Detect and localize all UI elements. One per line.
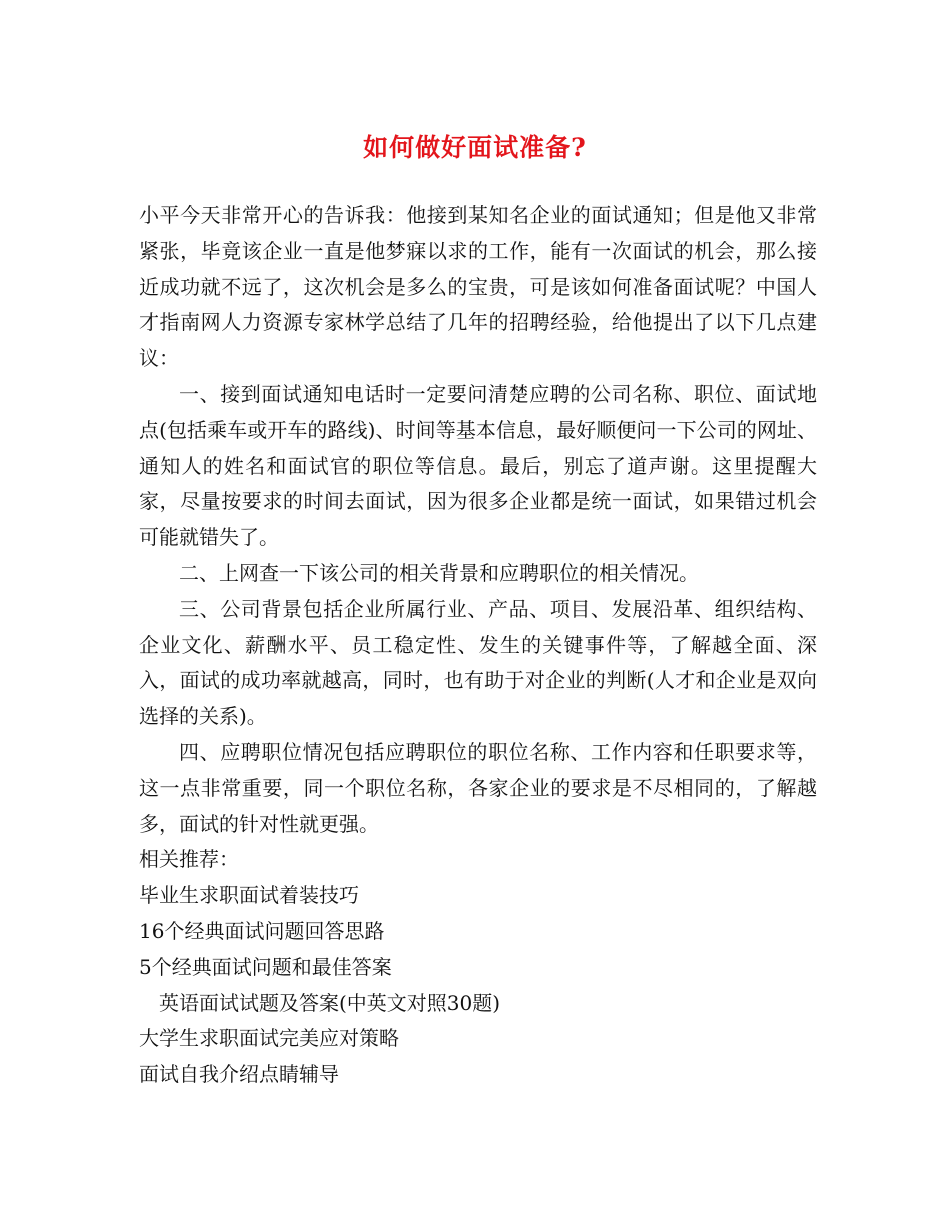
- recommendation-item: 面试自我介绍点睛辅导: [139, 1062, 339, 1087]
- point-paragraph-1: 一、接到面试通知电话时一定要问清楚应聘的公司名称、职位、面试地点(包括乘车或开车的路线)、时间等基本信息，最好顺便问一下公司的网址、通知人的姓名和面试官的职位等信息。最后，别忘了道声谢。这里提醒大家，尽量按要求的时间去面试，因为很多企业都是统一面试，如果错过机会可能就错失了。: [139, 381, 817, 550]
- recommendation-list: [139, 878, 817, 1093]
- point-paragraph-2: 二、上网查一下该公司的相关背景和应聘职位的相关情况。: [179, 560, 699, 585]
- recommendation-item: 16个经典面试问题回答思路: [139, 918, 385, 943]
- recommendation-item: 英语面试试题及答案(中英文对照30题): [159, 990, 501, 1015]
- point-paragraph-3: 三、公司背景包括企业所属行业、产品、项目、发展沿革、组织结构、企业文化、薪酬水平、员工稳定性、发生的关键事件等，了解越全面、深入，面试的成功率就越高，同时，也有助于对企业的判断(人才和企业是双向选择的关系)。: [139, 596, 817, 729]
- document-title: 如何做好面试准备?: [363, 133, 587, 162]
- recommendation-item: 5个经典面试问题和最佳答案: [139, 954, 392, 979]
- recommendation-item: 毕业生求职面试着装技巧: [139, 883, 359, 908]
- point-paragraph-4: 四、应聘职位情况包括应聘职位的职位名称、工作内容和任职要求等，这一点非常重要，同一个职位名称，各家企业的要求是不尽相同的，了解越多，面试的针对性就更强。: [139, 739, 817, 836]
- recommendation-item: 大学生求职面试完美应对策略: [139, 1026, 399, 1051]
- intro-paragraph: 小平今天非常开心的告诉我：他接到某知名企业的面试通知；但是他又非常紧张，毕竟该企业一直是他梦寐以求的工作，能有一次面试的机会，那么接近成功就不远了，这次机会是多么的宝贵，可是该如何准备面试呢？中国人才指南网人力资源专家林学总结了几年的招聘经验，给他提出了以下几点建议：: [139, 203, 817, 371]
- recommend-label: 相关推荐：: [139, 847, 239, 872]
- document-body: [139, 198, 817, 1093]
